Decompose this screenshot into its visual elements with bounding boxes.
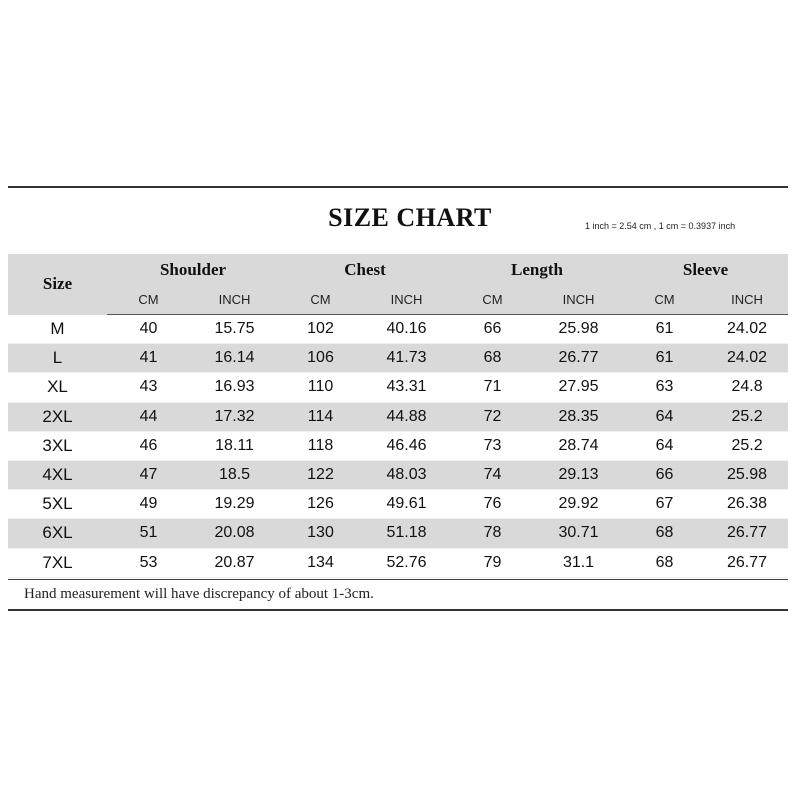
measurement-cell: 29.92: [534, 490, 623, 519]
unit-header: INCH: [706, 285, 788, 315]
size-cell: L: [8, 344, 107, 373]
measurement-cell: 28.35: [534, 402, 623, 431]
table-row: [8, 548, 788, 577]
measurement-cell: 40.16: [362, 315, 451, 344]
unit-header: CM: [107, 285, 190, 315]
measurement-cell: 25.98: [534, 315, 623, 344]
measurement-cell: 25.98: [706, 460, 788, 489]
measurement-cell: 66: [451, 315, 534, 344]
measurement-cell: 18.5: [190, 460, 279, 489]
group-header-chest: Chest: [279, 254, 451, 285]
size-column-header: Size: [8, 254, 107, 315]
top-divider: [8, 186, 788, 188]
group-header-shoulder: Shoulder: [107, 254, 279, 285]
measurement-cell: 73: [451, 431, 534, 460]
size-cell: 7XL: [8, 548, 107, 577]
footer-divider-bottom: [8, 609, 788, 611]
size-cell: 6XL: [8, 519, 107, 548]
measurement-cell: 66: [623, 460, 706, 489]
unit-header: INCH: [362, 285, 451, 315]
unit-conversion-note: 1 inch = 2.54 cm , 1 cm = 0.3937 inch: [585, 221, 736, 231]
measurement-disclaimer: Hand measurement will have discrepancy of about 1-3cm.: [24, 586, 374, 602]
measurement-cell: 41: [107, 344, 190, 373]
measurement-cell: 41.73: [362, 344, 451, 373]
table-header-units: [8, 285, 788, 315]
measurement-cell: 102: [279, 315, 362, 344]
group-header-sleeve: Sleeve: [623, 254, 788, 285]
measurement-cell: 26.38: [706, 490, 788, 519]
unit-header: INCH: [534, 285, 623, 315]
measurement-cell: 26.77: [706, 548, 788, 577]
measurement-cell: 25.2: [706, 431, 788, 460]
measurement-cell: 24.02: [706, 344, 788, 373]
size-cell: XL: [8, 373, 107, 402]
size-cell: 5XL: [8, 490, 107, 519]
size-cell: 2XL: [8, 402, 107, 431]
measurement-cell: 61: [623, 315, 706, 344]
measurement-cell: 43: [107, 373, 190, 402]
measurement-cell: 134: [279, 548, 362, 577]
measurement-cell: 25.2: [706, 402, 788, 431]
measurement-cell: 29.13: [534, 460, 623, 489]
measurement-cell: 43.31: [362, 373, 451, 402]
measurement-cell: 68: [451, 344, 534, 373]
table-body: [8, 315, 788, 578]
measurement-cell: 76: [451, 490, 534, 519]
measurement-cell: 49: [107, 490, 190, 519]
measurement-cell: 27.95: [534, 373, 623, 402]
measurement-cell: 24.8: [706, 373, 788, 402]
measurement-cell: 15.75: [190, 315, 279, 344]
measurement-cell: 44.88: [362, 402, 451, 431]
measurement-cell: 52.76: [362, 548, 451, 577]
group-header-length: Length: [451, 254, 623, 285]
measurement-cell: 74: [451, 460, 534, 489]
measurement-cell: 26.77: [534, 344, 623, 373]
measurement-cell: 40: [107, 315, 190, 344]
table-row: [8, 315, 788, 344]
measurement-cell: 31.1: [534, 548, 623, 577]
measurement-cell: 17.32: [190, 402, 279, 431]
size-cell: M: [8, 315, 107, 344]
page-title: SIZE CHART: [328, 203, 492, 232]
measurement-cell: 46.46: [362, 431, 451, 460]
table-row: [8, 344, 788, 373]
measurement-cell: 126: [279, 490, 362, 519]
table-row: [8, 402, 788, 431]
table-row: [8, 431, 788, 460]
measurement-cell: 28.74: [534, 431, 623, 460]
measurement-cell: 122: [279, 460, 362, 489]
measurement-cell: 51: [107, 519, 190, 548]
measurement-cell: 64: [623, 402, 706, 431]
measurement-cell: 67: [623, 490, 706, 519]
table-row: [8, 519, 788, 548]
measurement-cell: 19.29: [190, 490, 279, 519]
measurement-cell: 53: [107, 548, 190, 577]
measurement-cell: 78: [451, 519, 534, 548]
unit-header: INCH: [190, 285, 279, 315]
footer-divider-top: [8, 579, 788, 580]
measurement-cell: 20.08: [190, 519, 279, 548]
unit-header: CM: [623, 285, 706, 315]
measurement-cell: 68: [623, 548, 706, 577]
measurement-cell: 130: [279, 519, 362, 548]
table-row: [8, 460, 788, 489]
measurement-cell: 63: [623, 373, 706, 402]
measurement-cell: 26.77: [706, 519, 788, 548]
measurement-cell: 18.11: [190, 431, 279, 460]
measurement-cell: 61: [623, 344, 706, 373]
measurement-cell: 71: [451, 373, 534, 402]
measurement-cell: 24.02: [706, 315, 788, 344]
size-chart-table: [8, 254, 788, 578]
measurement-cell: 30.71: [534, 519, 623, 548]
measurement-cell: 20.87: [190, 548, 279, 577]
unit-header: CM: [279, 285, 362, 315]
size-cell: 4XL: [8, 460, 107, 489]
measurement-cell: 110: [279, 373, 362, 402]
measurement-cell: 16.93: [190, 373, 279, 402]
table-header-groups: [8, 254, 788, 285]
measurement-cell: 47: [107, 460, 190, 489]
measurement-cell: 106: [279, 344, 362, 373]
measurement-cell: 79: [451, 548, 534, 577]
measurement-cell: 46: [107, 431, 190, 460]
measurement-cell: 51.18: [362, 519, 451, 548]
measurement-cell: 44: [107, 402, 190, 431]
measurement-cell: 114: [279, 402, 362, 431]
measurement-cell: 49.61: [362, 490, 451, 519]
measurement-cell: 118: [279, 431, 362, 460]
measurement-cell: 64: [623, 431, 706, 460]
measurement-cell: 16.14: [190, 344, 279, 373]
measurement-cell: 68: [623, 519, 706, 548]
measurement-cell: 48.03: [362, 460, 451, 489]
table-row: [8, 490, 788, 519]
unit-header: CM: [451, 285, 534, 315]
size-cell: 3XL: [8, 431, 107, 460]
measurement-cell: 72: [451, 402, 534, 431]
table-row: [8, 373, 788, 402]
